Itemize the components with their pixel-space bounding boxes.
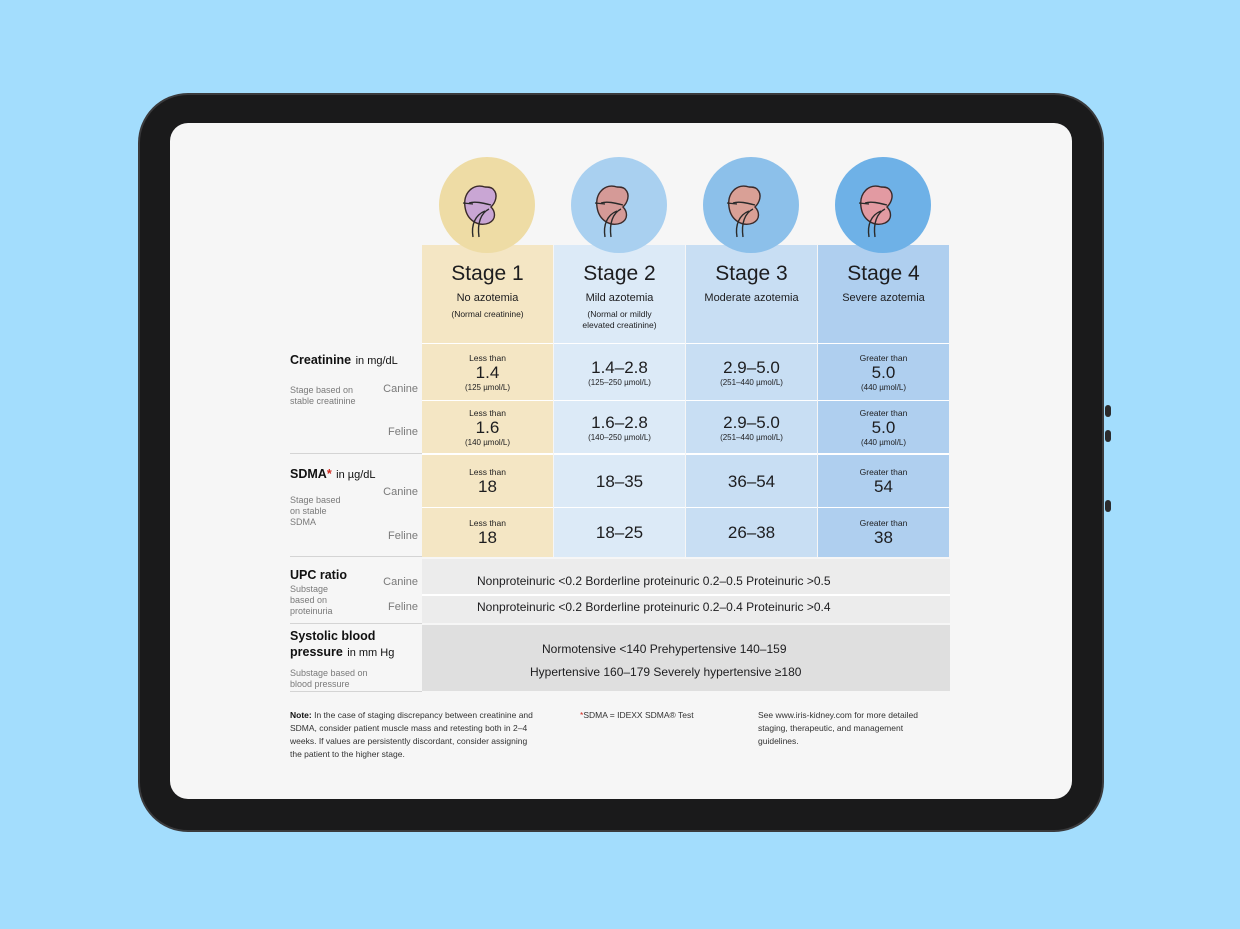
stage-subtitle: Severe azotemia (842, 292, 925, 304)
sdma-asterisk: * (326, 467, 332, 481)
value-unit: (125–250 µmol/L) (588, 378, 651, 387)
kidney-icon (439, 157, 535, 253)
value-number: 2.9–5.0 (723, 358, 780, 377)
value-cell (686, 345, 817, 401)
bp-line-1: Normotensive <140 Prehypertensive 140–159 (542, 642, 787, 656)
value-cell (818, 509, 949, 556)
value-qualifier: Greater than (859, 408, 908, 418)
value-unit: (140–250 µmol/L) (588, 433, 651, 442)
stage-heading-1 (422, 245, 553, 343)
value-unit: (251–440 µmol/L) (720, 433, 783, 442)
creatinine-title: Creatinine (290, 353, 352, 367)
value-cell (422, 402, 553, 454)
screen (170, 123, 1072, 799)
footer-sdma (580, 709, 750, 722)
value-cell (818, 456, 949, 507)
value-cell (818, 345, 949, 401)
value-unit: (140 µmol/L) (464, 438, 511, 447)
kidney-icon (571, 157, 667, 253)
value-number: 1.4–2.8 (591, 358, 648, 377)
value-qualifier: Greater than (859, 517, 908, 528)
bp-title: Systolic blood pressure (290, 629, 376, 659)
value-cell (422, 345, 553, 401)
row-divider (290, 556, 422, 557)
kidney-icon (835, 157, 931, 253)
cell-separator (422, 343, 553, 344)
stage-note: (Normal creatinine) (451, 309, 524, 319)
upc-title: UPC ratio (290, 568, 347, 582)
value-number: 18–25 (595, 522, 644, 542)
value-number: 54 (874, 476, 893, 496)
stage-subtitle: Moderate azotemia (704, 292, 799, 304)
cell-separator (422, 507, 553, 508)
value-cell (818, 402, 949, 454)
upc-canine-values: Nonproteinuric <0.2 Borderline proteinuric 0.2–0.5 Proteinuric >0.5 (477, 574, 831, 588)
stage-heading-2 (554, 245, 685, 343)
value-number: 18 (478, 527, 497, 547)
bp-unit: in mm Hg (347, 647, 395, 659)
bp-line-2: Hypertensive 160–179 Severely hypertensive ≥180 (530, 665, 802, 679)
creatinine-unit: in mg/dL (355, 355, 398, 367)
value-number: 26–38 (727, 522, 776, 542)
value-number: 5.0 (871, 418, 896, 437)
sdma-desc: Stage based on stable SDMA (290, 495, 341, 527)
stage-heading-4 (818, 245, 949, 343)
stage-subtitle: No azotemia (456, 292, 519, 304)
value-cell (686, 456, 817, 507)
value-number: 2.9–5.0 (723, 413, 780, 432)
creatinine-feline-label: Feline (388, 426, 418, 438)
value-unit: (440 µmol/L) (860, 383, 907, 392)
cell-separator (686, 507, 817, 508)
value-unit: (125 µmol/L) (464, 383, 511, 392)
row-divider (290, 691, 422, 692)
value-qualifier: Less than (469, 408, 506, 418)
side-button[interactable] (1105, 430, 1111, 442)
bp-label (290, 628, 418, 661)
sdma-label (290, 465, 376, 483)
sdma-canine-label: Canine (383, 486, 418, 498)
side-button[interactable] (1105, 405, 1111, 417)
tablet-frame (140, 95, 1102, 830)
value-cell (554, 456, 685, 507)
value-qualifier: Less than (469, 353, 506, 363)
bp-desc: Substage based on blood pressure (290, 668, 368, 689)
stage-title: Stage 4 (847, 262, 920, 285)
value-unit: (251–440 µmol/L) (720, 378, 783, 387)
stage-note: (Normal or mildly elevated creatinine) (582, 309, 657, 330)
note-label: Note: (290, 710, 312, 720)
creatinine-canine-label: Canine (383, 383, 418, 395)
footer-see: See www.iris-kidney.com for more detailed staging, therapeutic, and management guidelines. (758, 710, 918, 746)
value-cell (422, 509, 553, 556)
kidney-icon (703, 157, 799, 253)
staging-chart (290, 123, 950, 799)
value-number: 1.6–2.8 (591, 413, 648, 432)
value-unit: (440 µmol/L) (860, 438, 907, 447)
upc-separator (422, 594, 950, 596)
stage-title: Stage 3 (715, 262, 788, 285)
value-number: 38 (874, 527, 893, 547)
value-cell (554, 345, 685, 401)
stage-title: Stage 1 (451, 262, 524, 285)
cell-separator (554, 507, 685, 508)
side-button[interactable] (1105, 500, 1111, 512)
sdma-definition: SDMA = IDEXX SDMA® Test (583, 710, 694, 720)
value-cell (686, 509, 817, 556)
stage-heading-3 (686, 245, 817, 343)
footer-asterisk: * (580, 710, 584, 720)
value-qualifier: Greater than (859, 353, 908, 363)
row-divider (290, 623, 422, 624)
sdma-unit: in µg/dL (336, 469, 376, 481)
value-number: 18 (478, 476, 497, 496)
cell-separator (554, 343, 685, 344)
value-qualifier: Greater than (859, 466, 908, 477)
value-number: 36–54 (727, 471, 776, 491)
value-cell (554, 509, 685, 556)
row-divider (290, 453, 422, 454)
value-cell (686, 402, 817, 454)
bp-band (422, 625, 950, 691)
value-number: 1.6 (475, 418, 500, 437)
cell-separator (818, 343, 949, 344)
creatinine-desc: Stage based on stable creatinine (290, 385, 356, 406)
cell-separator (818, 507, 949, 508)
footer-note (290, 709, 540, 761)
upc-desc: Substage based on proteinuria (290, 584, 333, 616)
note-text: In the case of staging discrepancy between creatinine and SDMA, consider patient muscle mass and retesting both in 2–4 weeks. If values are persistently discordant, consider assigning the patient to the higher stage. (290, 710, 533, 759)
value-qualifier: Less than (469, 466, 506, 477)
value-qualifier: Less than (469, 517, 506, 528)
value-number: 5.0 (871, 363, 896, 382)
value-cell (422, 456, 553, 507)
cell-separator (686, 343, 817, 344)
creatinine-label (290, 351, 398, 369)
sdma-feline-label: Feline (388, 530, 418, 542)
stage-subtitle: Mild azotemia (585, 292, 654, 304)
value-number: 1.4 (475, 363, 500, 382)
value-cell (554, 402, 685, 454)
upc-canine-label: Canine (383, 576, 418, 588)
upc-feline-values: Nonproteinuric <0.2 Borderline proteinuric 0.2–0.4 Proteinuric >0.4 (477, 600, 831, 614)
sdma-title: SDMA (290, 467, 327, 481)
upc-feline-label: Feline (388, 601, 418, 613)
value-number: 18–35 (595, 471, 644, 491)
stage-title: Stage 2 (583, 262, 656, 285)
